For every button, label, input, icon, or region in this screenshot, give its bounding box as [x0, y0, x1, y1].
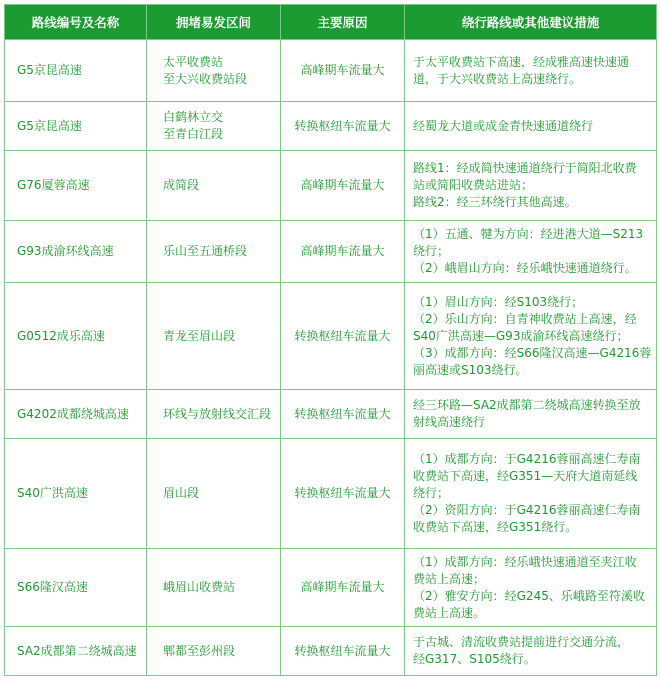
- route-cell: G93成渝环线高速: [5, 221, 147, 283]
- advice-line: （3）成都方向：经S66隆汉高速—G4216蓉: [413, 345, 652, 360]
- advice-cell: [405, 627, 657, 676]
- table-row: [5, 283, 657, 390]
- reason-cell: 高峰期车流量大: [281, 40, 405, 102]
- advice-line: （2）峨眉山方向：经乐峨快速通道绕行。: [413, 261, 637, 275]
- advice-cell: [405, 283, 657, 390]
- reason-cell: 高峰期车流量大: [281, 221, 405, 283]
- section-cell: [147, 549, 281, 627]
- advice-line: 收费站下高速，经G351—天府大道南延线: [413, 469, 638, 483]
- reason-cell: 转换枢纽车流量大: [281, 102, 405, 151]
- header-section: 拥堵易发区间: [147, 5, 281, 40]
- section-line: 至大兴收费站段: [163, 71, 248, 86]
- advice-line: 绕行；: [413, 244, 450, 258]
- route-cell: G0512成乐高速: [5, 283, 147, 390]
- advice-line: 丽高速或S103绕行。: [413, 362, 528, 377]
- route-cell: G76厦蓉高速: [5, 151, 147, 221]
- route-cell: G4202成都绕城高速: [5, 390, 147, 439]
- table-row: [5, 390, 657, 439]
- route-cell: S66隆汉高速: [5, 549, 147, 627]
- header-route: 路线编号及名称: [5, 5, 147, 40]
- header-reason: 主要原因: [281, 5, 405, 40]
- table-row: [5, 221, 657, 283]
- advice-line: 路线2：经三环绕行其他高速。: [413, 195, 577, 209]
- section-line: 眉山段: [163, 486, 200, 500]
- advice-line: 路线1：经成简快速通道绕行于简阳北收费: [413, 161, 637, 175]
- section-line: 青龙至眉山段: [163, 328, 236, 343]
- advice-line: 经蜀龙大道或成金青快速通道绕行: [413, 118, 594, 133]
- section-cell: [147, 390, 281, 439]
- section-cell: [147, 221, 281, 283]
- table-body: [5, 40, 657, 676]
- section-line: 成简段: [163, 178, 200, 192]
- header-advice: 绕行路线或其他建议措施: [405, 5, 657, 40]
- advice-line: （2）资阳方向：于G4216蓉丽高速仁寿南: [413, 503, 641, 517]
- reason-cell: 转换枢纽车流量大: [281, 390, 405, 439]
- advice-cell: [405, 102, 657, 151]
- advice-line: 射线高速绕行: [413, 415, 486, 429]
- table-row: [5, 439, 657, 549]
- section-line: 白鹤林立交: [163, 110, 224, 124]
- section-cell: [147, 151, 281, 221]
- section-line: 郫都至彭州段: [163, 643, 236, 658]
- route-cell: SA2成都第二绕城高速: [5, 627, 147, 676]
- section-line: 环线与放射线交汇段: [163, 406, 272, 421]
- section-line: 乐山至五通桥段: [163, 244, 248, 258]
- advice-line: 于古城、清流收费站提前进行交通分流，: [413, 635, 630, 649]
- section-cell: [147, 627, 281, 676]
- advice-line: （1）成都方向：经乐峨快速通道至夹江收: [413, 554, 637, 569]
- route-cell: G5京昆高速: [5, 40, 147, 102]
- section-line: 峨眉山收费站: [163, 580, 236, 594]
- advice-cell: [405, 549, 657, 627]
- advice-line: S40广洪高速—G93成渝环线高速绕行；: [413, 328, 629, 343]
- advice-line: （2）雅安方向：经G245、乐峨路至符溪收: [413, 588, 645, 603]
- route-cell: S40广洪高速: [5, 439, 147, 549]
- reason-cell: 高峰期车流量大: [281, 549, 405, 627]
- route-cell: G5京昆高速: [5, 102, 147, 151]
- table-row: [5, 40, 657, 102]
- section-cell: [147, 439, 281, 549]
- reason-cell: 转换枢纽车流量大: [281, 283, 405, 390]
- advice-line: 站或简阳收费站进站；: [413, 178, 534, 192]
- section-cell: [147, 283, 281, 390]
- reason-cell: 转换枢纽车流量大: [281, 439, 405, 549]
- advice-line: 费站上高速；: [413, 571, 486, 586]
- advice-cell: [405, 439, 657, 549]
- reason-cell: 高峰期车流量大: [281, 151, 405, 221]
- advice-cell: [405, 40, 657, 102]
- advice-line: （1）成都方向：于G4216蓉丽高速仁寿南: [413, 452, 641, 466]
- table-row: [5, 627, 657, 676]
- table-row: [5, 151, 657, 221]
- advice-line: 费站上高速。: [413, 605, 486, 620]
- advice-line: 经G317、S105绕行。: [413, 652, 536, 666]
- table-row: [5, 549, 657, 627]
- section-line: 太平收费站: [163, 54, 224, 69]
- advice-line: （1）眉山方向：经S103绕行；: [413, 294, 584, 309]
- table-header-row: [5, 5, 657, 40]
- advice-line: 于太平收费站下高速，经成雅高速快速通: [413, 54, 630, 69]
- advice-cell: [405, 390, 657, 439]
- reason-cell: 转换枢纽车流量大: [281, 627, 405, 676]
- advice-line: 收费站下高速，经G351绕行。: [413, 520, 578, 534]
- advice-line: （1）五通、犍为方向：经进港大道—S213: [413, 227, 644, 241]
- advice-line: 经三环路—SA2成都第二绕城高速转换至放: [413, 398, 641, 412]
- section-cell: [147, 40, 281, 102]
- table-row: [5, 102, 657, 151]
- advice-line: （2）乐山方向：自青神收费站上高速，经: [413, 311, 637, 326]
- advice-line: 绕行；: [413, 486, 450, 500]
- section-line: 至青白江段: [163, 127, 224, 141]
- section-cell: [147, 102, 281, 151]
- advice-cell: [405, 221, 657, 283]
- congestion-table: [4, 4, 657, 676]
- advice-cell: [405, 151, 657, 221]
- advice-line: 道，于大兴收费站上高速绕行。: [413, 71, 582, 86]
